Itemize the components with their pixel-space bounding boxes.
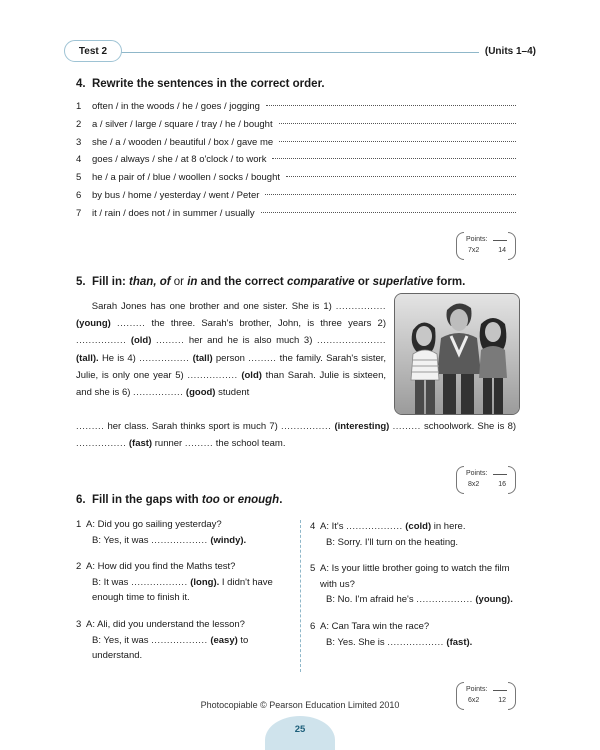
list-item: 7 it / rain / does not / in summer / usually — [76, 208, 516, 226]
list-item: 4 A: It's .................. (cold) in here. B: Sorry. I'll turn on the heating. — [310, 521, 466, 548]
gap-7[interactable]: ................ — [281, 421, 332, 432]
units-label: (Units 1–4) — [479, 46, 536, 57]
gap-6-4[interactable]: .................. — [346, 521, 403, 532]
answer-line[interactable] — [279, 123, 516, 124]
section-5-heading: 5. Fill in: than, of or in and the correct comparative or superlative form. — [76, 276, 466, 288]
gap-6-1[interactable]: .................. — [151, 534, 208, 546]
list-item: 1 A: Did you go sailing yesterday? B: Yes, it was .................. (windy). — [76, 519, 247, 546]
list-item: 1 often / in the woods / he / goes / jogging — [76, 101, 516, 119]
gap-6-3[interactable]: .................. — [151, 634, 208, 646]
section-6-heading: 6. Fill in the gaps with too or enough. — [76, 494, 283, 506]
list-item: 5 A: Is your little brother going to watch the film with us? B: No. I'm afraid he's .................. (young). — [310, 563, 513, 606]
section-4-list — [76, 101, 516, 226]
list-item: 4 goes / always / she / at 8 o'clock / to work — [76, 154, 516, 172]
list-item: 6 by bus / home / yesterday / went / Peter — [76, 190, 516, 208]
list-item: 3 A: Ali, did you understand the lesson? B: Yes, it was .................. (easy) to understand. — [76, 618, 249, 662]
points-box-section-4: Points: 7x2 14 — [456, 232, 516, 260]
gap-8[interactable]: ................ — [76, 438, 127, 450]
points-box-section-5: Points: 8x2 16 — [456, 466, 516, 494]
answer-line[interactable] — [272, 158, 516, 159]
section-4-heading: 4. Rewrite the sentences in the correct order. — [76, 78, 325, 90]
answer-line[interactable] — [266, 105, 516, 106]
list-item: 2 a / silver / large / square / tray / he / bought — [76, 119, 516, 137]
column-divider — [300, 520, 301, 672]
page-number: 25 — [265, 716, 335, 750]
gap-4[interactable]: ................ — [139, 352, 190, 364]
answer-line[interactable] — [279, 141, 516, 142]
gap-1[interactable]: ................ — [335, 301, 386, 312]
gap-2[interactable]: ................ — [76, 335, 127, 347]
section-5-paragraph-continued: ......... her class. Sarah thinks sport is much 7) ................ (interesting) ......... schoolwork. She is 8) ................ (fast) runner ......... the school team. — [76, 421, 517, 450]
gap-6-5[interactable]: .................. — [416, 594, 473, 606]
answer-line[interactable] — [286, 176, 516, 177]
list-item: 6 A: Can Tara win the race? B: Yes. She is .................. (fast). — [310, 620, 473, 648]
copyright-footer: Photocopiable © Pearson Education Limited 2010 — [200, 700, 400, 710]
siblings-illustration — [394, 293, 520, 415]
answer-line[interactable] — [265, 194, 516, 195]
test-label: Test 2 — [64, 40, 122, 62]
list-item: 2 A: How did you find the Maths test? B: It was .................. (long). I didn't have enough time to finish it. — [76, 561, 273, 604]
gap-3[interactable]: ...................... — [316, 335, 387, 347]
list-item: 5 he / a pair of / blue / woollen / socks / bought — [76, 172, 516, 190]
answer-line[interactable] — [261, 212, 516, 213]
section-6-right-column — [310, 519, 522, 661]
gap-6-6[interactable]: .................. — [387, 636, 444, 648]
points-box-section-6: Points: 6x2 12 — [456, 682, 516, 710]
gap-6-2[interactable]: .................. — [131, 576, 188, 588]
section-5-paragraph: Sarah Jones has one brother and one sister. She is 1) ................ (young) ......... the three. Sarah's brother, John, is three years 2) ................ (old) ......... her and he is also much 3) ...................... (tall). He is 4) ................ (tall) person ......... the family. Sarah's sister, Julie, is only one year 5) ................ (old) than Sarah. Julie is sixteen, and she is 6) ................ (good) student — [76, 301, 387, 399]
list-item: 3 she / a / wooden / beautiful / box / gave me — [76, 137, 516, 155]
section-6-left-column — [76, 517, 290, 675]
gap-5[interactable]: ................ — [187, 369, 238, 381]
gap-6[interactable]: ................ — [133, 387, 184, 399]
header-rule — [100, 52, 536, 53]
